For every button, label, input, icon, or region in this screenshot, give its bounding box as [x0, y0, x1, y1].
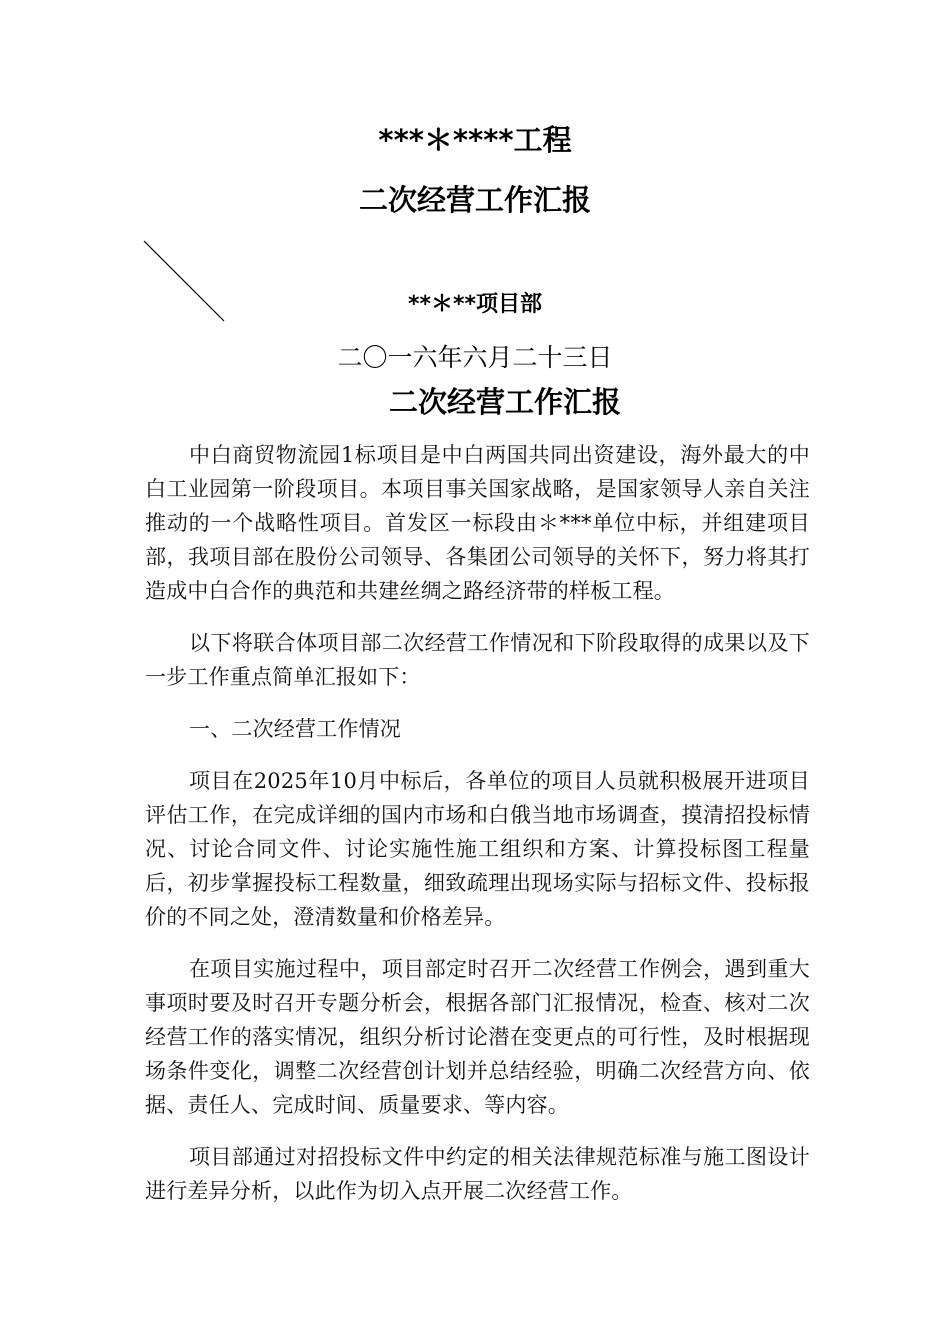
- report-date: 二〇一六年六月二十三日: [337, 343, 613, 372]
- body-paragraph: 项目在2025年10月中标后，各单位的项目人员就积极展开进项目评估工作，在完成详细的国内市场和白俄当地市场调查，摸清招投标情况、讨论合同文件、讨论实施性施工组织和方案、计算投标图工程量后，初步掌握投标工程数量，细致疏理出现场实际与招标文件、投标报价的不同之处，澄清数量和价格差异。: [145, 769, 810, 929]
- body-paragraph: 在项目实施过程中，项目部定时召开二次经营工作例会，遇到重大事项时要及时召开专题分析会，根据各部门汇报情况，检查、核对二次经营工作的落实情况，组织分析讨论潜在变更点的可行性，及时根据现场条件变化，调整二次经营创计划并总结经验，明确二次经营方向、依据、责任人、完成时间、质量要求、等内容。: [145, 957, 810, 1117]
- document-title-secondary: 二次经营工作汇报: [358, 183, 591, 217]
- report-body: [145, 438, 810, 1226]
- body-paragraph: 以下将联合体项目部二次经营工作情况和下阶段取得的成果以及下一步工作重点简单汇报如下：: [145, 631, 810, 689]
- body-paragraph: 中白商贸物流园1标项目是中白两国共同出资建设，海外最大的中白工业园第一阶段项目。本项目事关国家战略，是国家领导人亲自关注推动的一个战略性项目。首发区一标段由＊***单位中标，并组建项目部，我项目部在股份公司领导、各集团公司领导的关怀下，努力将其打造成中白合作的典范和共建丝绸之路经济带的样板工程。: [145, 443, 810, 603]
- document-title: ***＊****工程: [378, 123, 572, 157]
- body-paragraph: 项目部通过对招投标文件中约定的相关法律规范标准与施工图设计进行差异分析，以此作为切入点开展二次经营工作。: [145, 1145, 810, 1203]
- department-name: **＊**项目部: [407, 292, 543, 317]
- section-heading: 一、二次经营工作情况: [189, 717, 401, 741]
- report-subtitle: 二次经营工作汇报: [388, 385, 621, 419]
